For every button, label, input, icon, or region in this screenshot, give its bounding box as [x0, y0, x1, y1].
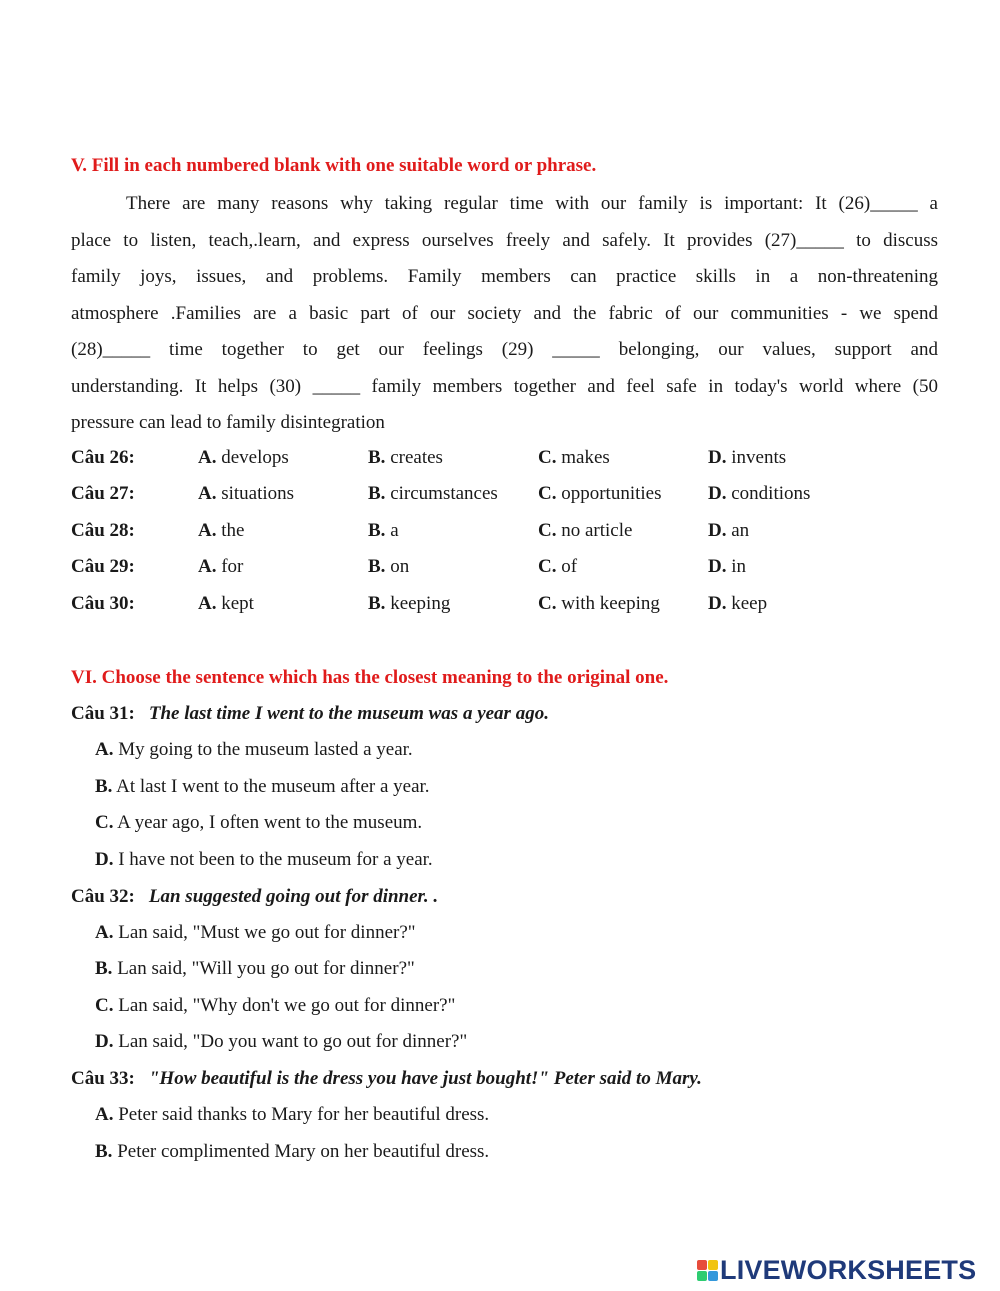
option-d[interactable]: D. in [708, 556, 747, 577]
answer-d[interactable]: D. I have not been to the museum for a year. [95, 849, 433, 870]
logo-block [708, 1271, 718, 1281]
answer-c[interactable]: C. A year ago, I often went to the museum. [95, 812, 423, 833]
option-d[interactable]: D. keep [708, 593, 768, 614]
option-c[interactable]: C. of [538, 556, 578, 577]
option-c[interactable]: C. opportunities [538, 483, 662, 504]
answer-a[interactable]: A. Lan said, "Must we go out for dinner?" [95, 922, 416, 943]
option-a[interactable]: A. develops [198, 447, 289, 468]
question-32 [71, 886, 438, 908]
option-b[interactable]: B. keeping [368, 593, 451, 614]
question-label: Câu 33: [71, 1068, 135, 1089]
option-d[interactable]: D. conditions [708, 483, 811, 504]
option-c[interactable]: C. no article [538, 520, 633, 541]
question-text: The last time I went to the museum was a year ago. [148, 703, 549, 724]
option-c[interactable]: C. makes [538, 447, 610, 468]
question-label: Câu 30: [71, 593, 135, 614]
question-33 [71, 1068, 702, 1090]
option-c[interactable]: C. with keeping [538, 593, 660, 614]
answer-b[interactable]: B. At last I went to the museum after a year. [95, 776, 430, 797]
option-d[interactable]: D. invents [708, 447, 787, 468]
question-label: Câu 31: [71, 703, 135, 724]
answer-b[interactable]: B. Lan said, "Will you go out for dinner?" [95, 958, 415, 979]
answer-c[interactable]: C. Lan said, "Why don't we go out for dinner?" [95, 995, 456, 1016]
logo-block [708, 1260, 718, 1270]
passage-line: There are many reasons why taking regular time with our family is important: It (26)_____ a [126, 193, 938, 214]
liveworksheets-logo[interactable] [697, 1254, 976, 1286]
answer-d[interactable]: D. Lan said, "Do you want to go out for dinner?" [95, 1031, 468, 1052]
section-5-heading: V. Fill in each numbered blank with one suitable word or phrase. [71, 155, 597, 176]
logo-blocks-icon [697, 1260, 718, 1281]
answer-a[interactable]: A. Peter said thanks to Mary for her beautiful dress. [95, 1104, 490, 1125]
passage-line: atmosphere .Families are a basic part of our society and the fabric of our communities - we spend [71, 302, 938, 324]
option-b[interactable]: B. on [368, 556, 410, 577]
option-a[interactable]: A. the [198, 520, 245, 541]
option-b[interactable]: B. creates [368, 447, 443, 468]
option-a[interactable]: A. situations [198, 483, 295, 504]
passage-line: pressure can lead to family disintegration [71, 412, 385, 433]
question-text: Lan suggested going out for dinner. . [148, 886, 439, 907]
passage-line: (28)_____ time together to get our feelings (29) _____ belonging, our values, support and [71, 339, 938, 360]
answer-b[interactable]: B. Peter complimented Mary on her beautiful dress. [95, 1141, 490, 1162]
passage-line: place to listen, teach,.learn, and express ourselves freely and safely. It provides (27)_____ to discuss [71, 229, 938, 251]
question-text: "How beautiful is the dress you have just bought!" Peter said to Mary. [148, 1068, 702, 1089]
question-label: Câu 29: [71, 556, 135, 577]
answer-a[interactable]: A. My going to the museum lasted a year. [95, 739, 413, 760]
question-label: Câu 26: [71, 447, 135, 468]
section-6-heading: VI. Choose the sentence which has the closest meaning to the original one. [71, 667, 669, 688]
question-31 [71, 703, 549, 725]
option-a[interactable]: A. kept [198, 593, 254, 614]
logo-text: LIVEWORKSHEETS [720, 1254, 977, 1285]
option-b[interactable]: B. circumstances [368, 483, 498, 504]
passage [71, 186, 938, 442]
passage-line: understanding. It helps (30) _____ family members together and feel safe in today's world where (50 [71, 375, 938, 397]
logo-block [697, 1260, 707, 1270]
passage-line: family joys, issues, and problems. Family members can practice skills in a non-threatening [71, 266, 938, 287]
option-a[interactable]: A. for [198, 556, 244, 577]
question-label: Câu 27: [71, 483, 135, 504]
option-d[interactable]: D. an [708, 520, 750, 541]
option-b[interactable]: B. a [368, 520, 399, 541]
logo-block [697, 1271, 707, 1281]
question-label: Câu 28: [71, 520, 135, 541]
question-label: Câu 32: [71, 886, 135, 907]
